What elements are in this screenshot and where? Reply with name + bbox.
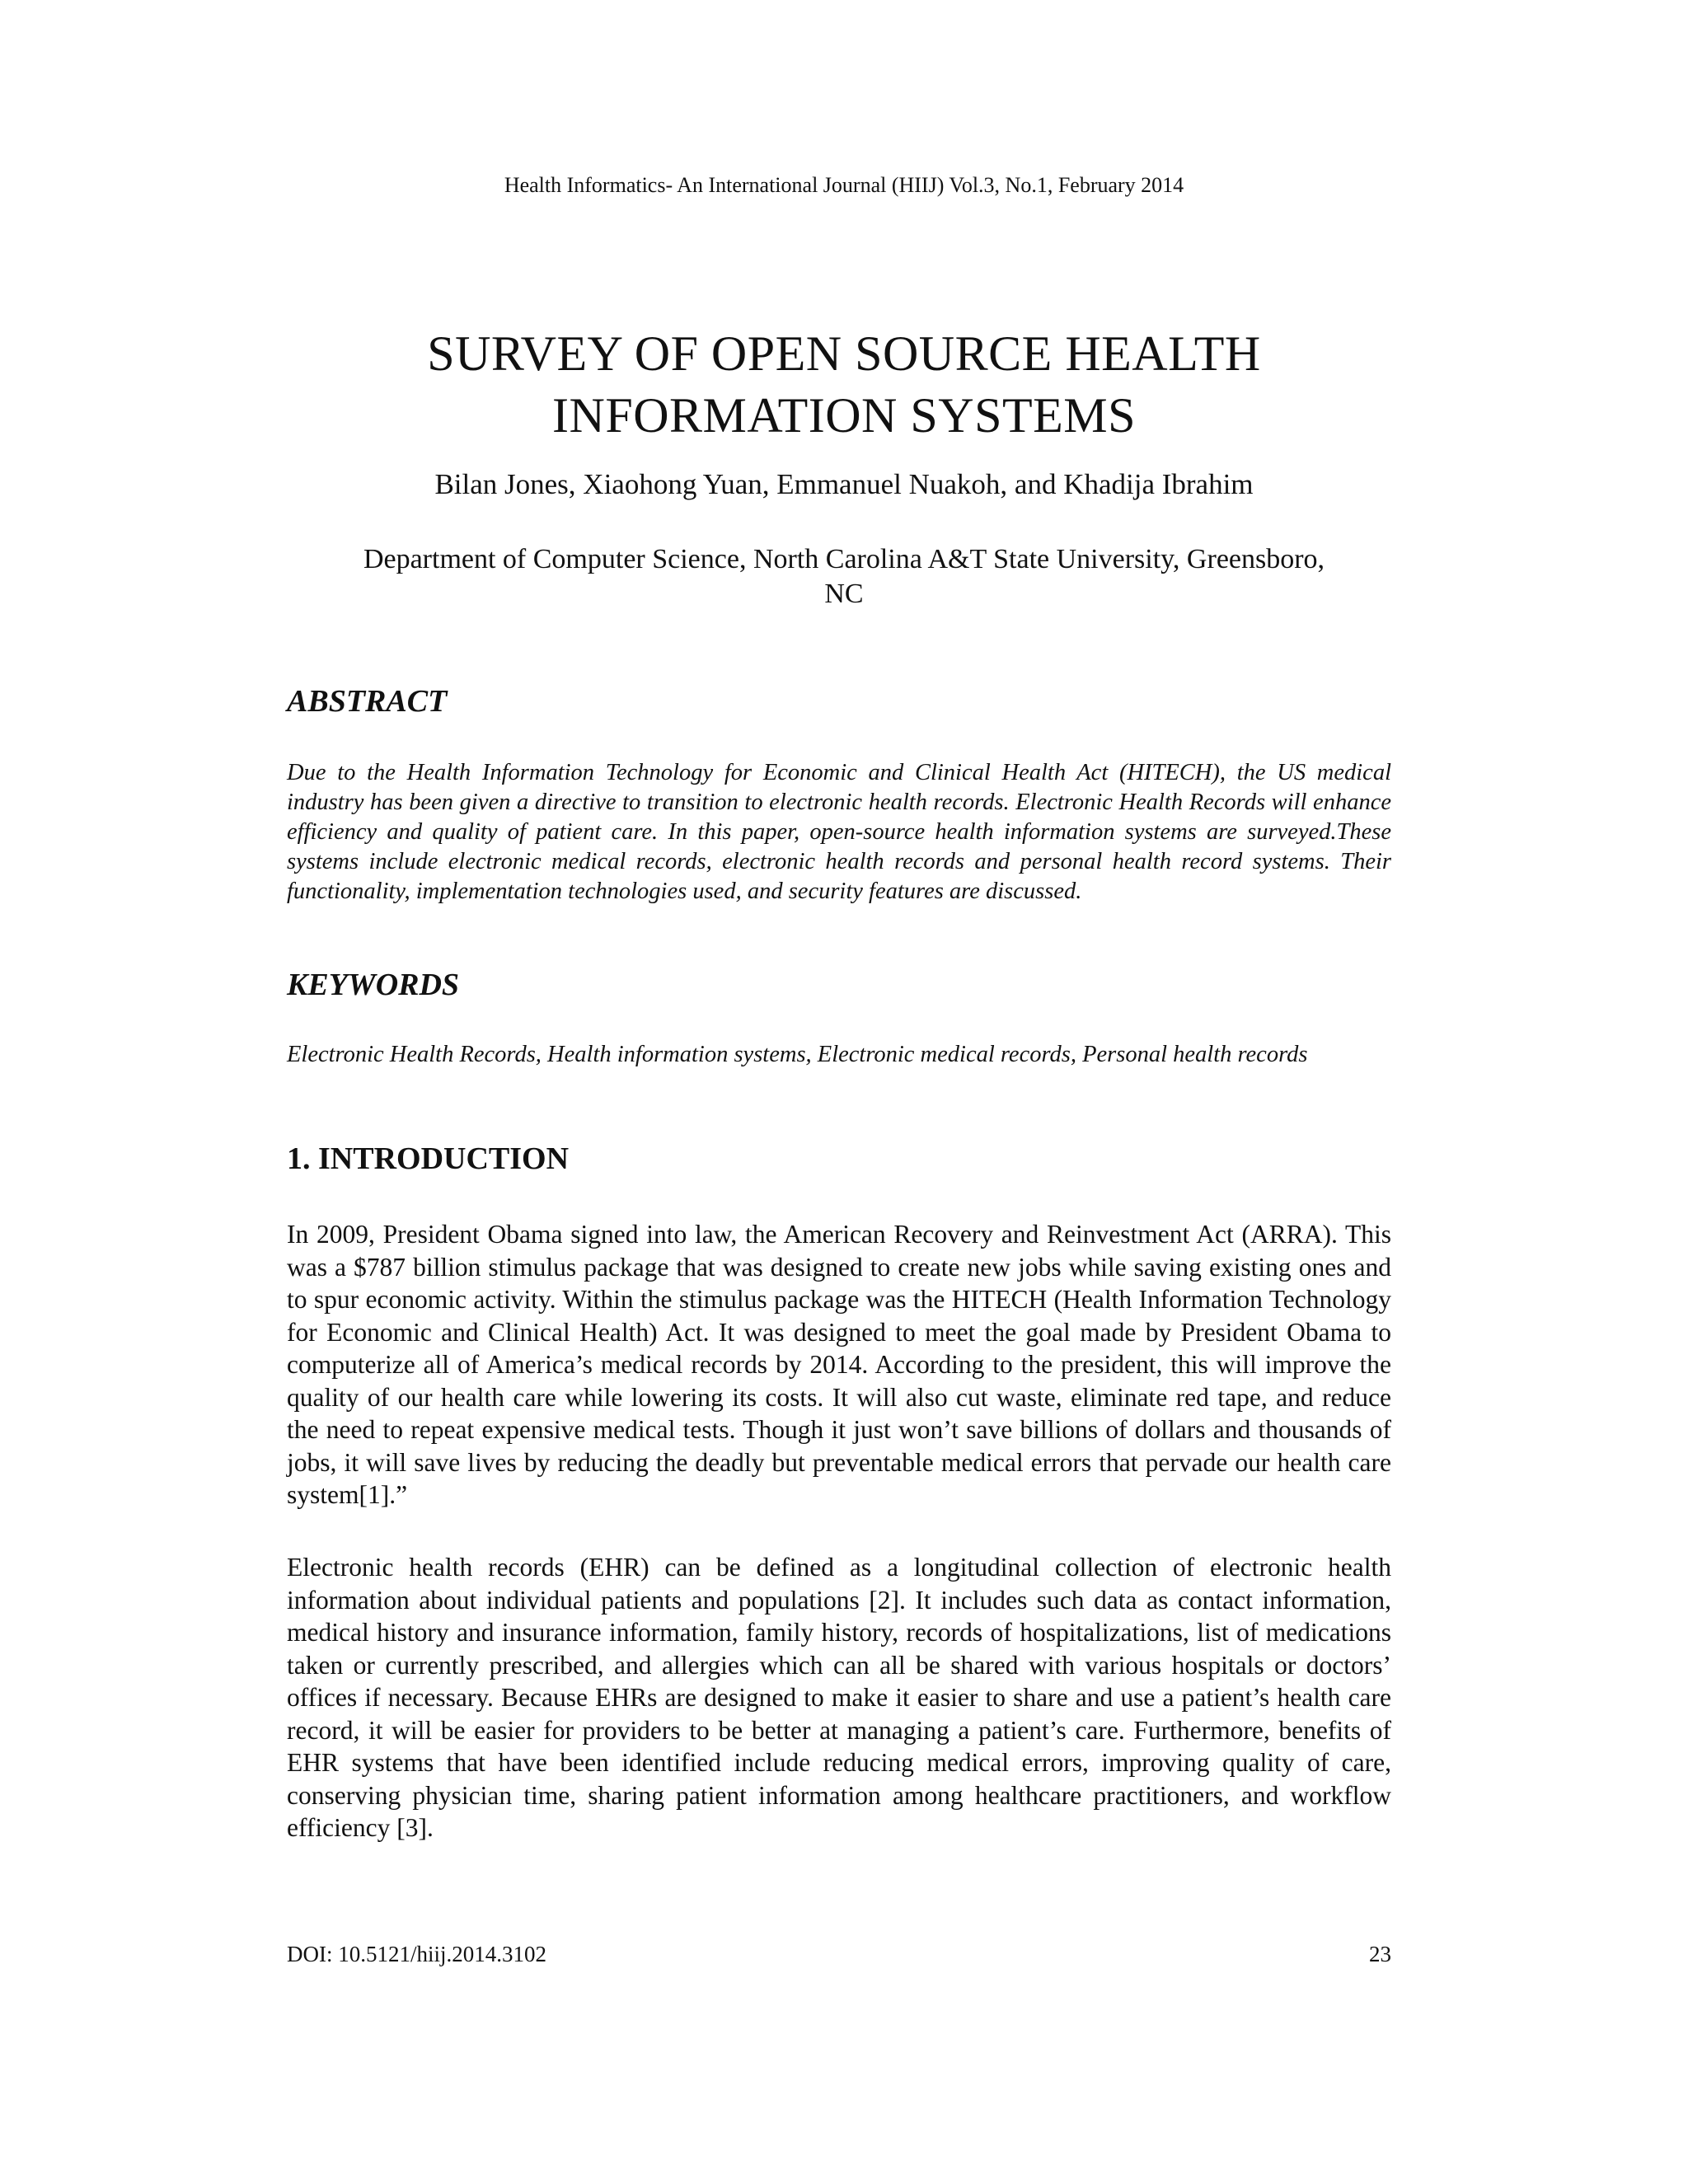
paper-title-line-2: INFORMATION SYSTEMS — [552, 388, 1136, 443]
affiliation-line-2: NC — [824, 579, 864, 609]
paper-title-line-1: SURVEY OF OPEN SOURCE HEALTH — [427, 326, 1261, 382]
introduction-paragraph-2: Electronic health records (EHR) can be defined as a longitudinal collection of electronic health information about individual patients and populations [2]. It includes such data as contact information, medical history and insurance information, family history, records of hospitalizations, list of medications taken or currently prescribed, and allergies which can all be shared with various hospitals or doctors’ offices if necessary. Because EHRs are designed to make it easier to share and use a patient’s health care record, it will be easier for providers to be better at managing a patient’s care. Furthermore, benefits of EHR systems that have been identified include reducing medical errors, improving quality of care, conserving physician time, sharing patient information among healthcare practitioners, and workflow efficiency [3]. — [287, 1553, 1391, 1842]
author-list: Bilan Jones, Xiaohong Yuan, Emmanuel Nuakoh, and Khadija Ibrahim — [434, 468, 1254, 500]
author-affiliation — [280, 542, 1408, 612]
keywords-text: Electronic Health Records, Health information systems, Electronic medical records, Personal health records — [287, 1042, 1308, 1067]
affiliation-line-1: Department of Computer Science, North Carolina A&T State University, Greensboro, — [363, 544, 1325, 574]
keywords-heading: KEYWORDS — [287, 968, 460, 1002]
page-number: 23 — [1369, 1942, 1391, 1966]
introduction-paragraph-1: In 2009, President Obama signed into law, the American Recovery and Reinvestment Act (ARRA). This was a $787 billion stimulus package that was designed to create new jobs while saving existing ones and to spur economic activity. Within the stimulus package was the HITECH (Health Information Technology for Economic and Clinical Health) Act. It was designed to meet the goal made by President Obama to computerize all of America’s medical records by 2014. According to the president, this will improve the quality of our health care while lowering its costs. It will also cut waste, eliminate red tape, and reduce the need to repeat expensive medical tests. Though it just won’t save billions of dollars and thousands of jobs, it will save lives by reducing the deadly but preventable medical errors that pervade our health care system[1].” — [287, 1220, 1391, 1509]
abstract-text: Due to the Health Information Technology for Economic and Clinical Health Act (HITECH), the US medical industry has been given a directive to transition to electronic health records. Electronic Health Records will enhance efficiency and quality of patient care. In this paper, open-source health information systems are surveyed.These systems include electronic medical records, electronic health records and personal health record systems. Their functionality, implementation technologies used, and security features are discussed. — [287, 760, 1391, 904]
paper-title — [247, 323, 1441, 447]
abstract-heading: ABSTRACT — [287, 684, 448, 719]
running-header: Health Informatics- An International Journal (HIIJ) Vol.3, No.1, February 2014 — [504, 173, 1184, 197]
footer-doi: DOI: 10.5121/hiij.2014.3102 — [287, 1942, 546, 1966]
introduction-heading: 1. INTRODUCTION — [287, 1141, 570, 1176]
